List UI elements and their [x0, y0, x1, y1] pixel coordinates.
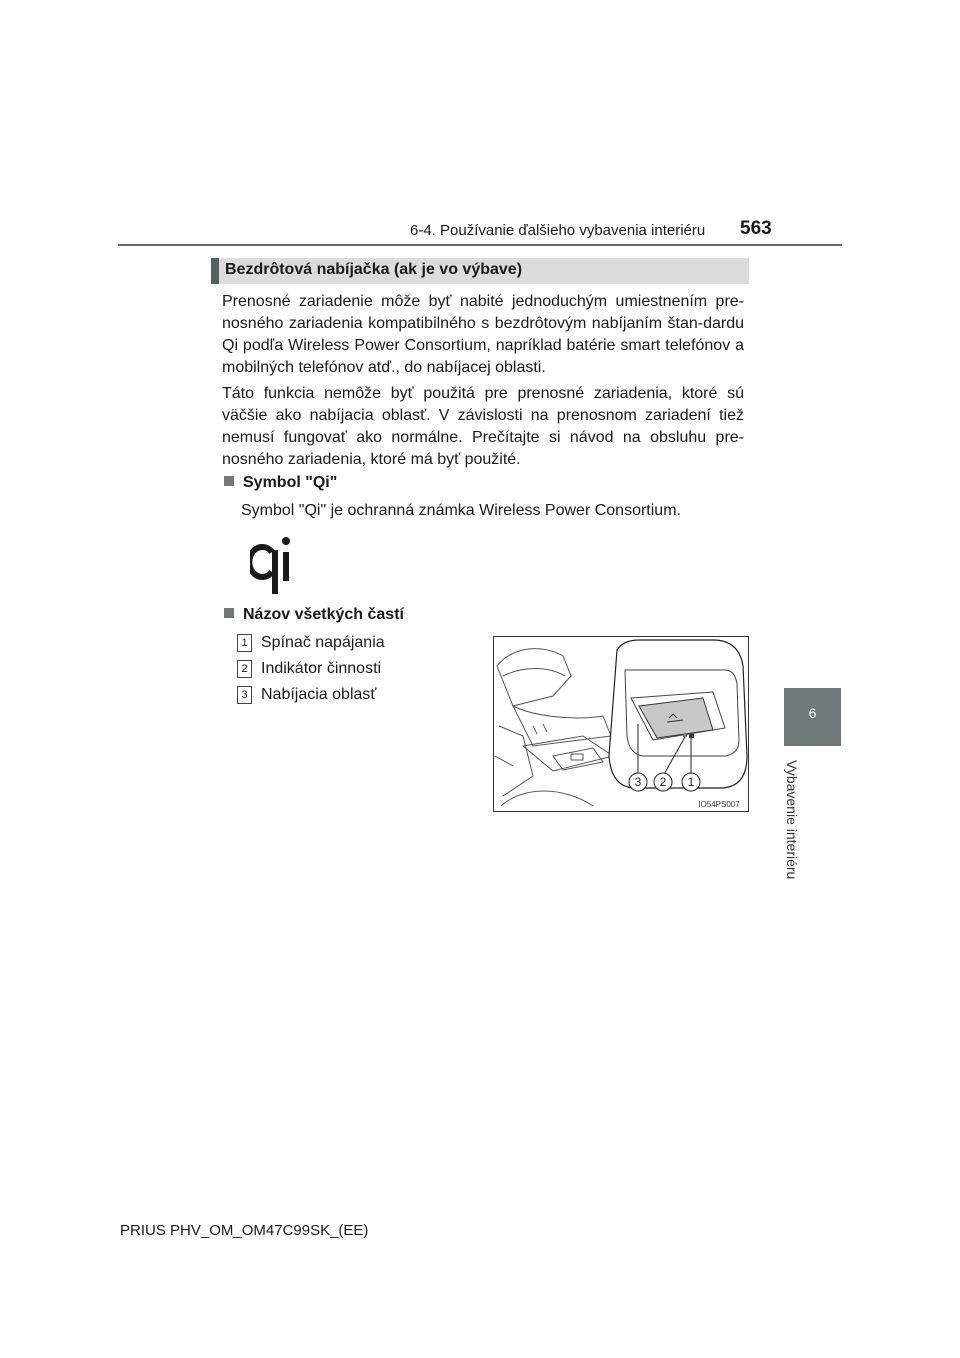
figure-code: IO54PS007 [698, 800, 740, 809]
header-divider [118, 244, 842, 246]
callout-label: 2 [659, 775, 667, 789]
part-label: Indikátor činnosti [261, 660, 382, 677]
callout-label: 1 [687, 775, 695, 789]
list-item [237, 660, 381, 680]
footer-document-code: PRIUS PHV_OM_OM47C99SK_(EE) [120, 1222, 369, 1239]
part-label: Nabíjacia oblasť [261, 686, 377, 703]
section-bar-accent [211, 258, 219, 284]
part-number-badge: 3 [237, 686, 252, 704]
square-bullet-icon [224, 608, 234, 618]
qi-logo-icon [250, 536, 298, 594]
list-item [237, 686, 376, 706]
part-number-badge: 1 [237, 634, 252, 652]
part-label: Spínač napájania [261, 634, 385, 651]
chapter-number: 6 [808, 705, 817, 721]
list-item [237, 634, 385, 654]
qi-symbol-heading [224, 474, 337, 492]
square-bullet-icon [224, 476, 234, 486]
intro-paragraph: Prenosné zariadenie môže byť nabité jednoduchým umiestnením pre-nosného zariadenia kompatibilného s bezdrôtovým nabíjaním štan-dardu Qi podľa Wireless Power Consortium, napríklad batérie smart telefónov a mobilných telefónov atď., do nabíjacej oblasti. [222, 293, 744, 376]
parts-heading-text: Názov všetkých častí [243, 606, 404, 623]
parts-heading [224, 606, 404, 624]
qi-symbol-text: Symbol "Qi" je ochranná známka Wireless Power Consortium. [241, 502, 681, 519]
section-title: Bezdrôtová nabíjačka (ak je vo výbave) [225, 261, 523, 278]
qi-symbol-heading-text: Symbol "Qi" [243, 474, 338, 491]
chapter-tab [784, 688, 841, 746]
part-number-badge: 2 [237, 660, 252, 678]
callout-label: 3 [634, 775, 642, 789]
chapter-label: Vybavenie interiéru [784, 760, 800, 880]
wireless-charger-illustration [493, 636, 749, 812]
page-number: 563 [740, 218, 772, 239]
limitation-paragraph: Táto funkcia nemôže byť použitá pre prenosné zariadenia, ktoré sú väčšie ako nabíjacia oblasť. V závislosti na prenosnom zariadení tiež nemusí fungovať ako normálne. Prečítajte si návod na obsluhu pre-nosného zariadenia, ktoré má byť použité. [222, 385, 744, 468]
header-section-title: 6-4. Používanie ďalšieho vybavenia interiéru [410, 222, 706, 239]
section-heading-bar [211, 258, 749, 284]
